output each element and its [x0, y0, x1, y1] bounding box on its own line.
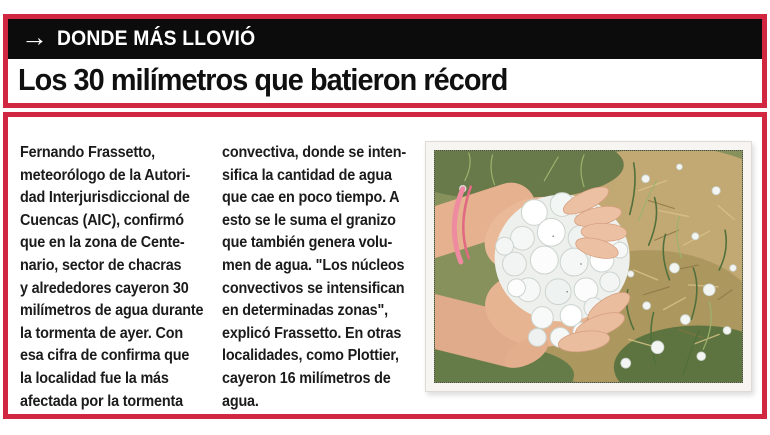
- page-title: Los 30 milímetros que batieron récord: [18, 62, 508, 97]
- photo-dotted-frame: [434, 150, 743, 383]
- article-line: Cuencas (AIC), confirmó: [20, 211, 184, 229]
- kicker-label: DONDE MÁS LLOVIÓ: [57, 27, 256, 50]
- article-line: nario, sector de chacras: [20, 256, 182, 274]
- article-line: sifica la cantidad de agua: [222, 166, 392, 184]
- header-frame: [3, 14, 767, 108]
- article-line: explicó Frassetto. En otras: [222, 324, 402, 342]
- article-line: meteorólogo de la Autori-: [20, 166, 191, 184]
- article-line: dad Interjurisdiccional de: [20, 189, 190, 207]
- article-line: que cae en poco tiempo. A: [222, 189, 400, 207]
- article-line: y alrededores cayeron 30: [20, 279, 189, 297]
- article-line: men de agua. "Los núcleos: [222, 256, 405, 274]
- article-frame: [3, 112, 767, 419]
- article-column-1: [20, 142, 227, 413]
- article-line: localidades, como Plottier,: [222, 347, 399, 365]
- article-line: afectada por la tormenta: [20, 392, 183, 410]
- arrow-right-icon: →: [21, 22, 48, 52]
- kicker-bar: [8, 19, 762, 59]
- article-line: agua.: [222, 392, 259, 410]
- article-line: la tormenta de ayer. Con: [20, 324, 183, 342]
- article-line: que también genera volu-: [222, 234, 393, 252]
- article-column-2: [222, 142, 429, 413]
- photo-card: [425, 141, 752, 392]
- article-line: esto se le suma el granizo: [222, 211, 396, 229]
- article-line: convectiva, donde se inten-: [222, 144, 406, 161]
- article-line: milímetros de agua durante: [20, 302, 204, 320]
- article-line: en determinadas zonas",: [222, 302, 388, 320]
- article-line: la localidad fue la más: [20, 369, 169, 387]
- article-line: que en la zona de Cente-: [20, 234, 185, 252]
- article-line: cayeron 16 milímetros de: [222, 369, 391, 387]
- headline-area: [8, 59, 762, 98]
- article-line: esa cifra de confirma que: [20, 347, 190, 365]
- hail-photo-illustration: [435, 151, 742, 382]
- article-line: convectivos se intensifican: [222, 279, 405, 297]
- article-line: Fernando Frassetto,: [20, 144, 156, 161]
